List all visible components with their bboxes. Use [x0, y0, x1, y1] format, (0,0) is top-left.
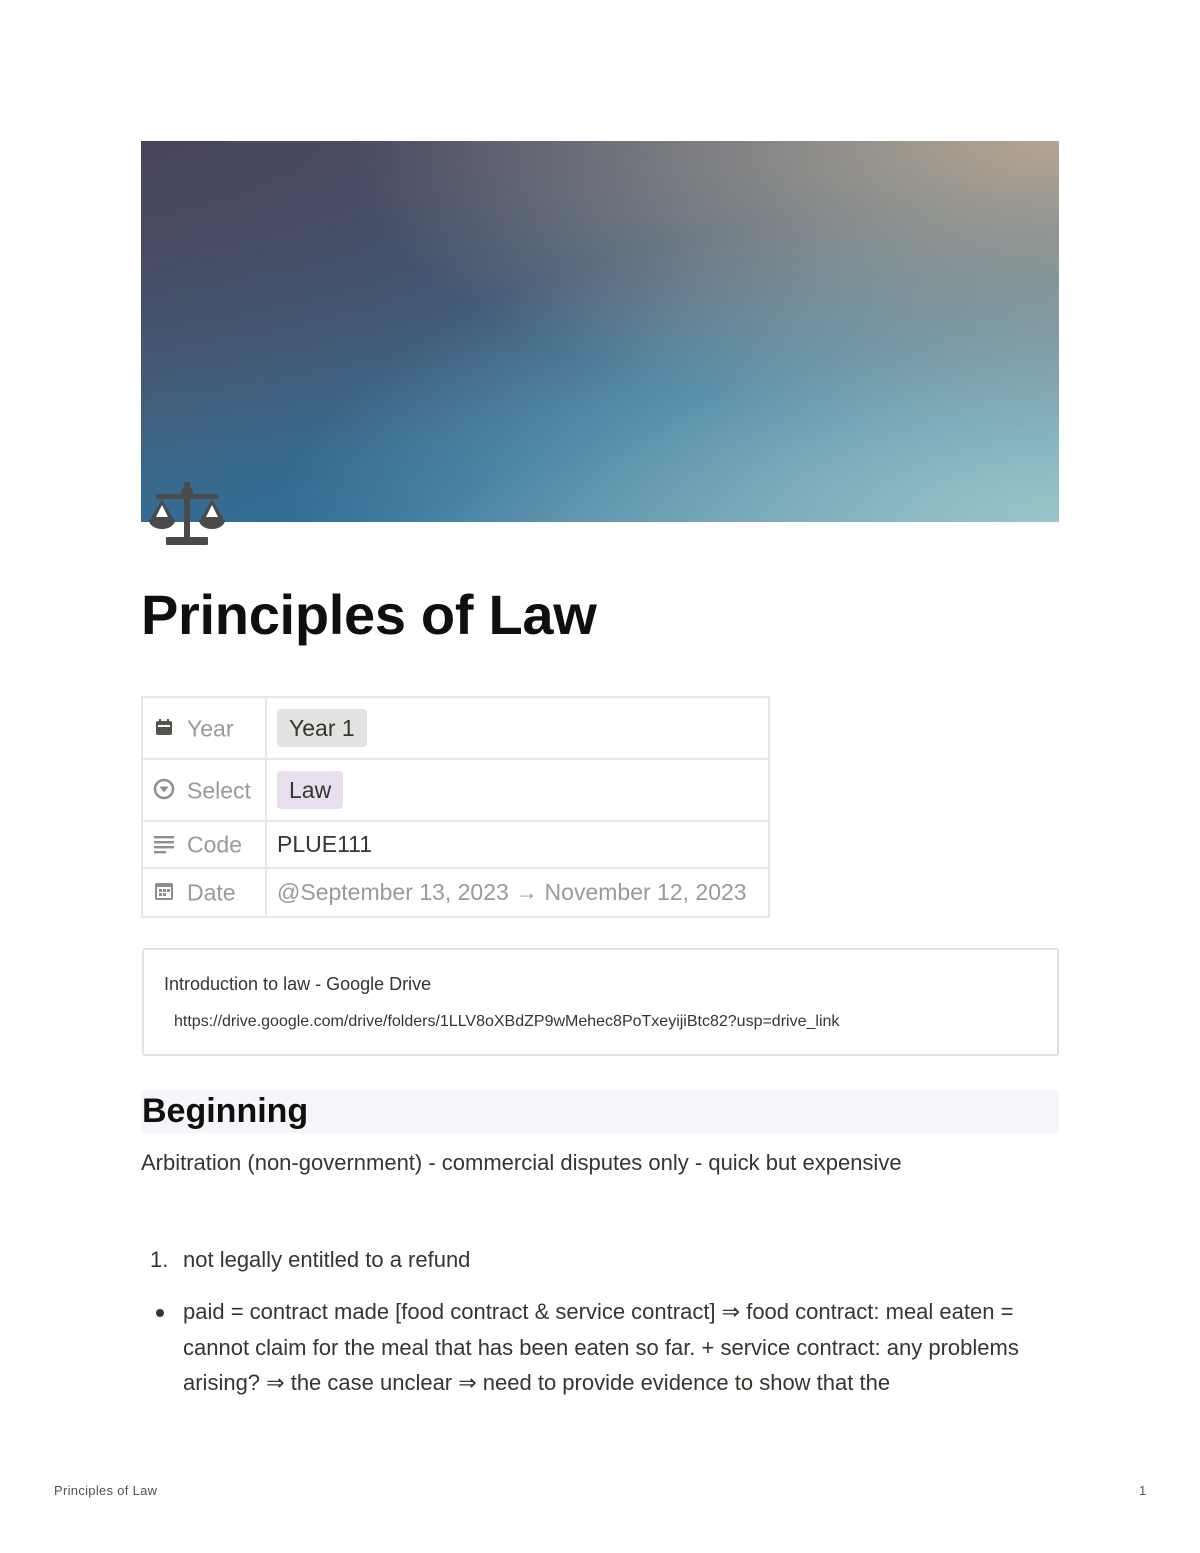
paragraph: Arbitration (non-government) - commercial disputes only - quick but expensive	[141, 1150, 902, 1175]
bullet-text: paid = contract made [food contract & service contract] ⇒ food contract: meal eaten = cannot claim for the meal that has been eaten so far. + service contract: any problems arising? ⇒ the case unclear ⇒ need to provide evidence to show that the	[183, 1299, 1019, 1395]
list-item-text: not legally entitled to a refund	[183, 1247, 471, 1272]
page-cover	[141, 141, 1059, 522]
property-label: Year	[187, 715, 234, 742]
calendar-icon	[153, 716, 175, 738]
property-row-date[interactable]	[142, 868, 769, 917]
bookmark-url[interactable]: https://drive.google.com/drive/folders/1LLV8oXBdZP9wMehec8PoTxeyijiBtc82?usp=drive_link	[174, 1013, 840, 1030]
section-heading: Beginning	[142, 1092, 309, 1130]
text-lines-icon	[153, 832, 175, 854]
property-label: Code	[187, 831, 242, 858]
scales-icon	[148, 480, 226, 548]
properties-table	[141, 696, 770, 918]
property-row-select[interactable]	[142, 759, 769, 821]
date-value[interactable]: @September 13, 2023 → November 12, 2023	[266, 868, 769, 917]
list-number: 1.	[150, 1247, 169, 1272]
footer-title: Principles of Law	[54, 1483, 158, 1498]
property-row-code[interactable]	[142, 821, 769, 868]
year-tag[interactable]: Year 1	[277, 709, 367, 747]
bookmark-title[interactable]: Introduction to law - Google Drive	[164, 974, 432, 994]
bookmark-card[interactable]	[142, 948, 1059, 1056]
code-value[interactable]: PLUE111	[266, 821, 769, 868]
bullet-dot	[156, 1309, 164, 1317]
numbered-list-item	[150, 1247, 470, 1273]
select-icon	[153, 778, 175, 800]
page-title: Principles of Law	[141, 583, 597, 646]
select-tag[interactable]: Law	[277, 771, 343, 809]
property-label: Select	[187, 777, 251, 804]
page-number: 1	[1139, 1483, 1147, 1498]
property-label: Date	[187, 879, 236, 906]
property-row-year[interactable]	[142, 697, 769, 759]
section-heading-block	[141, 1090, 1059, 1133]
date-icon	[153, 880, 175, 902]
